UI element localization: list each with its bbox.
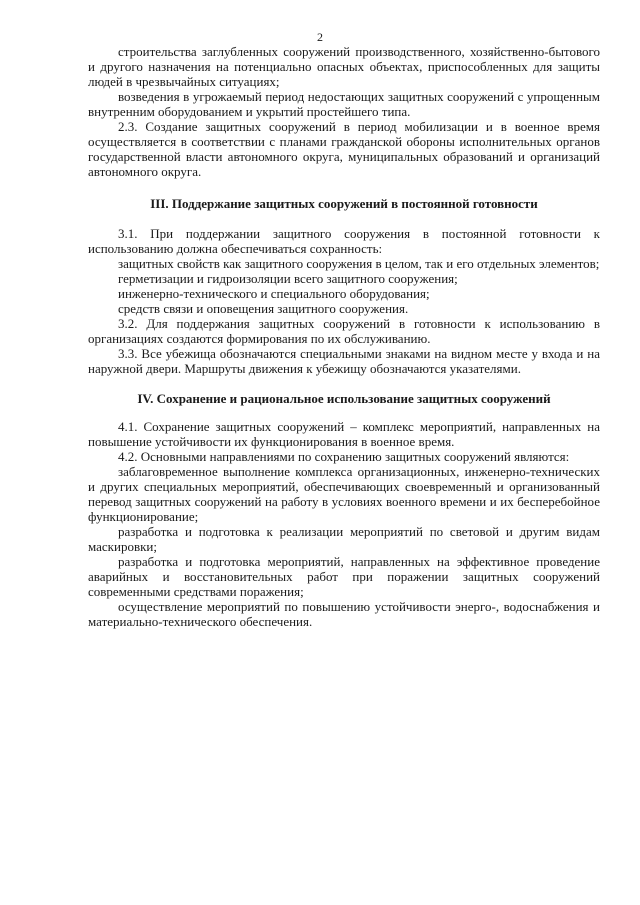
- paragraph-3-2: 3.2. Для поддержания защитных сооружений в готовности к использованию в организациях создаются формирования по их обслуживанию.: [88, 316, 600, 346]
- list-item: строительства заглубленных сооружений производственного, хозяйственно-бытового и другого назначения на потенциально опасных объектах, приспособленных для защиты людей в чрезвычайных ситуациях;: [88, 44, 600, 89]
- paragraph-4-2: 4.2. Основными направлениями по сохранению защитных сооружений являются:: [118, 449, 570, 464]
- list-item: герметизации и гидроизоляции всего защитного сооружения;: [118, 271, 458, 286]
- list-item: разработка и подготовка к реализации мероприятий по световой и другим видам маскировки;: [88, 524, 600, 554]
- paragraph-3-3: 3.3. Все убежища обозначаются специальными знаками на видном месте у входа и на наружной двери. Маршруты движения к убежищу обозначаются указателями.: [88, 346, 600, 376]
- list-item: разработка и подготовка мероприятий, направленных на эффективное проведение аварийных и восстановительных работ при поражении защитных сооружений современными средствами поражения;: [88, 554, 600, 599]
- section-4-heading: IV. Сохранение и рациональное использование защитных сооружений: [137, 391, 551, 406]
- list-item: средств связи и оповещения защитного сооружения.: [118, 301, 409, 316]
- paragraph-2-3: 2.3. Создание защитных сооружений в период мобилизации и в военное время осуществляется в соответствии с планами гражданской обороны исполнительных органов государственной власти автономного округа, муниципальных образований и организаций автономного округа.: [88, 119, 600, 179]
- list-item: защитных свойств как защитного сооружения в целом, так и его отдельных элементов;: [118, 256, 600, 271]
- list-item: заблаговременное выполнение комплекса организационных, инженерно-технических и других специальных мероприятий, обеспечивающих своевременный и организованный перевод защитных сооружений на работу в условиях военного времени и их бесперебойное функционирование;: [88, 464, 600, 524]
- page-number: 2: [317, 30, 323, 44]
- list-item: возведения в угрожаемый период недостающих защитных сооружений с упрощенным внутренним оборудованием и укрытий простейшего типа.: [88, 89, 600, 119]
- paragraph-4-1: 4.1. Сохранение защитных сооружений – комплекс мероприятий, направленных на повышение устойчивости их функционирования в военное время.: [88, 419, 600, 449]
- document-body: [88, 44, 600, 629]
- list-item: осуществление мероприятий по повышению устойчивости энерго-, водоснабжения и материально-технического обеспечения.: [88, 599, 600, 629]
- list-item: инженерно-технического и специального оборудования;: [118, 286, 430, 301]
- section-3-heading: III. Поддержание защитных сооружений в постоянной готовности: [150, 196, 538, 211]
- paragraph-3-1: 3.1. При поддержании защитного сооружения в постоянной готовности к использованию должна обеспечиваться сохранность:: [88, 226, 600, 256]
